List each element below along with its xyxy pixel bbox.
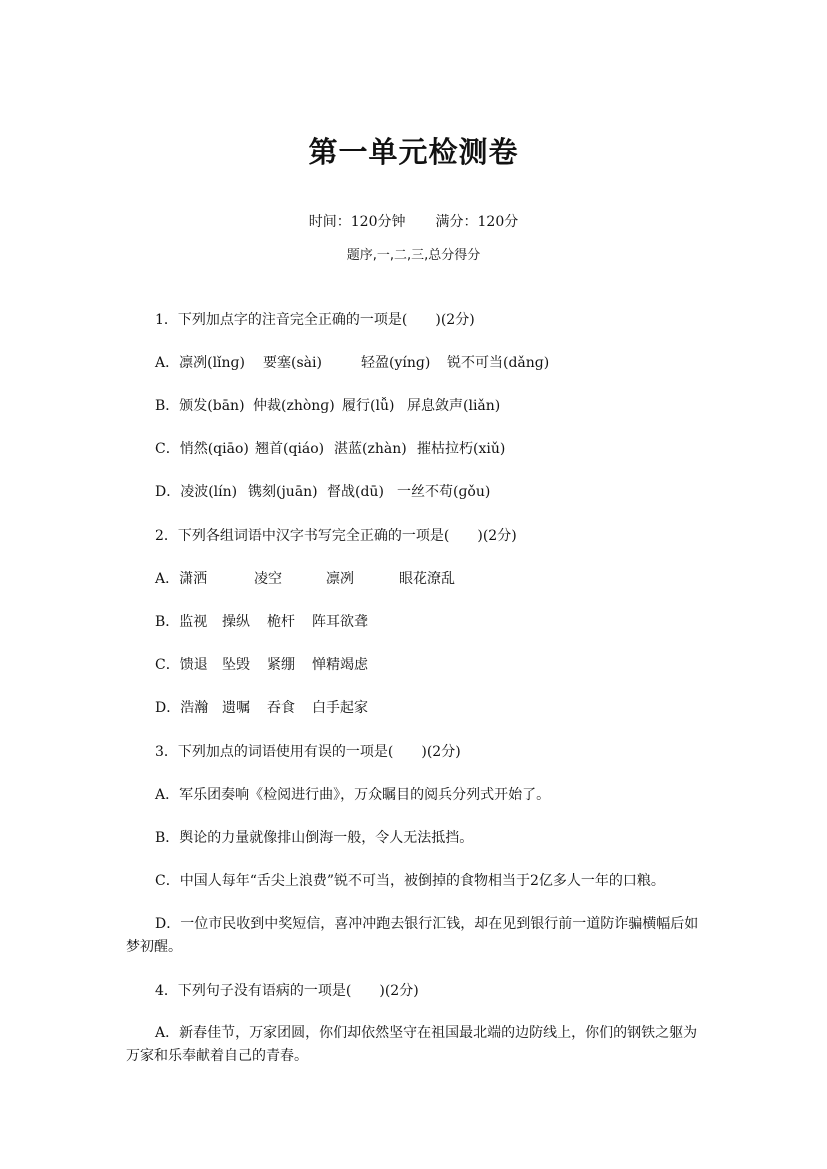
option-item: 仲裁(zhònɡ) (253, 398, 335, 414)
option-item: C．悄然(qiāo) (155, 441, 249, 457)
exam-time: 时间：120分钟 (308, 214, 406, 230)
option-item: A．凛冽(lǐnɡ) (155, 355, 245, 371)
exam-score: 满分：120分 (435, 214, 519, 230)
option-item: 镌刻(juān) (248, 484, 318, 500)
option-item: 惮精竭虑 (312, 657, 368, 673)
question-1-option-d (155, 481, 490, 501)
option-item: 督战(dū) (327, 484, 384, 500)
option-item: 坠毁 (222, 657, 250, 673)
option-item: D．凌波(lín) (155, 484, 238, 500)
question-3-option-b: B．舆论的力量就像排山倒海一般，令人无法抵挡。 (155, 830, 474, 846)
option-item: 操纵 (222, 614, 250, 630)
question-3-stem: 3．下列加点的词语使用有误的一项是( )(2分) (155, 744, 461, 760)
question-2-option-b (155, 611, 368, 631)
exam-meta (0, 211, 827, 231)
option-item: 眼花潦乱 (399, 571, 455, 587)
option-item: B．颁发(bān) (155, 398, 245, 414)
option-item: A．潇洒 (155, 571, 208, 587)
option-item: 锐不可当(dǎnɡ) (447, 355, 550, 371)
option-item: 凌空 (254, 571, 282, 587)
question-2-stem: 2．下列各组词语中汉字书写完全正确的一项是( )(2分) (155, 528, 517, 544)
option-item: 湛蓝(zhàn) (334, 441, 407, 457)
question-2-option-a (155, 568, 455, 588)
option-item: 遗嘱 (222, 700, 250, 716)
option-item: 阵耳欲聋 (312, 614, 368, 630)
option-item: 凛冽 (326, 571, 354, 587)
option-item: 翘首(qiáo) (255, 441, 325, 457)
option-item: 轻盈(yínɡ) (361, 355, 431, 371)
question-4-stem: 4．下列句子没有语病的一项是( )(2分) (155, 983, 419, 999)
option-item: 摧枯拉朽(xiǔ) (417, 441, 506, 457)
option-item: 桅杆 (267, 614, 295, 630)
question-1-option-a (155, 352, 549, 372)
question-3-option-d: D．一位市民收到中奖短信，喜冲冲跑去银行汇钱，却在见到银行前一道防诈骗横幅后如梦初醒。 (126, 916, 699, 955)
option-item: 履行(lǚ) (342, 398, 395, 414)
question-2-option-d (155, 697, 368, 717)
question-1-option-c (155, 438, 505, 458)
option-item: 一丝不苟(ɡǒu) (397, 484, 491, 500)
option-item: D．浩瀚 (155, 700, 209, 716)
option-item: 屏息敛声(liǎn) (407, 398, 501, 414)
question-3-option-a: A．军乐团奏响《检阅进行曲》，万众瞩目的阅兵分列式开始了。 (155, 787, 551, 803)
option-item: 白手起家 (312, 700, 368, 716)
question-1-stem: 1．下列加点字的注音完全正确的一项是( )(2分) (155, 312, 475, 328)
question-1-option-b (155, 395, 500, 415)
option-item: C．馈退 (155, 657, 208, 673)
question-2-option-c (155, 654, 368, 674)
score-table-header: 题序,一,二,三,总分得分 (346, 248, 481, 263)
option-item: B．监视 (155, 614, 208, 630)
question-3-option-c: C．中国人每年“舌尖上浪费”锐不可当，被倒掉的食物相当于2亿多人一年的口粮。 (155, 873, 665, 889)
option-item: 要塞(sài) (263, 355, 322, 371)
option-item: 紧绷 (267, 657, 295, 673)
option-item: 吞食 (267, 700, 295, 716)
question-4-option-a: A．新春佳节，万家团圆，你们却依然坚守在祖国最北端的边防线上，你们的钢铁之躯为万家和乐奉献着自己的青春。 (126, 1025, 698, 1064)
page-title: 第一单元检测卷 (308, 135, 519, 169)
